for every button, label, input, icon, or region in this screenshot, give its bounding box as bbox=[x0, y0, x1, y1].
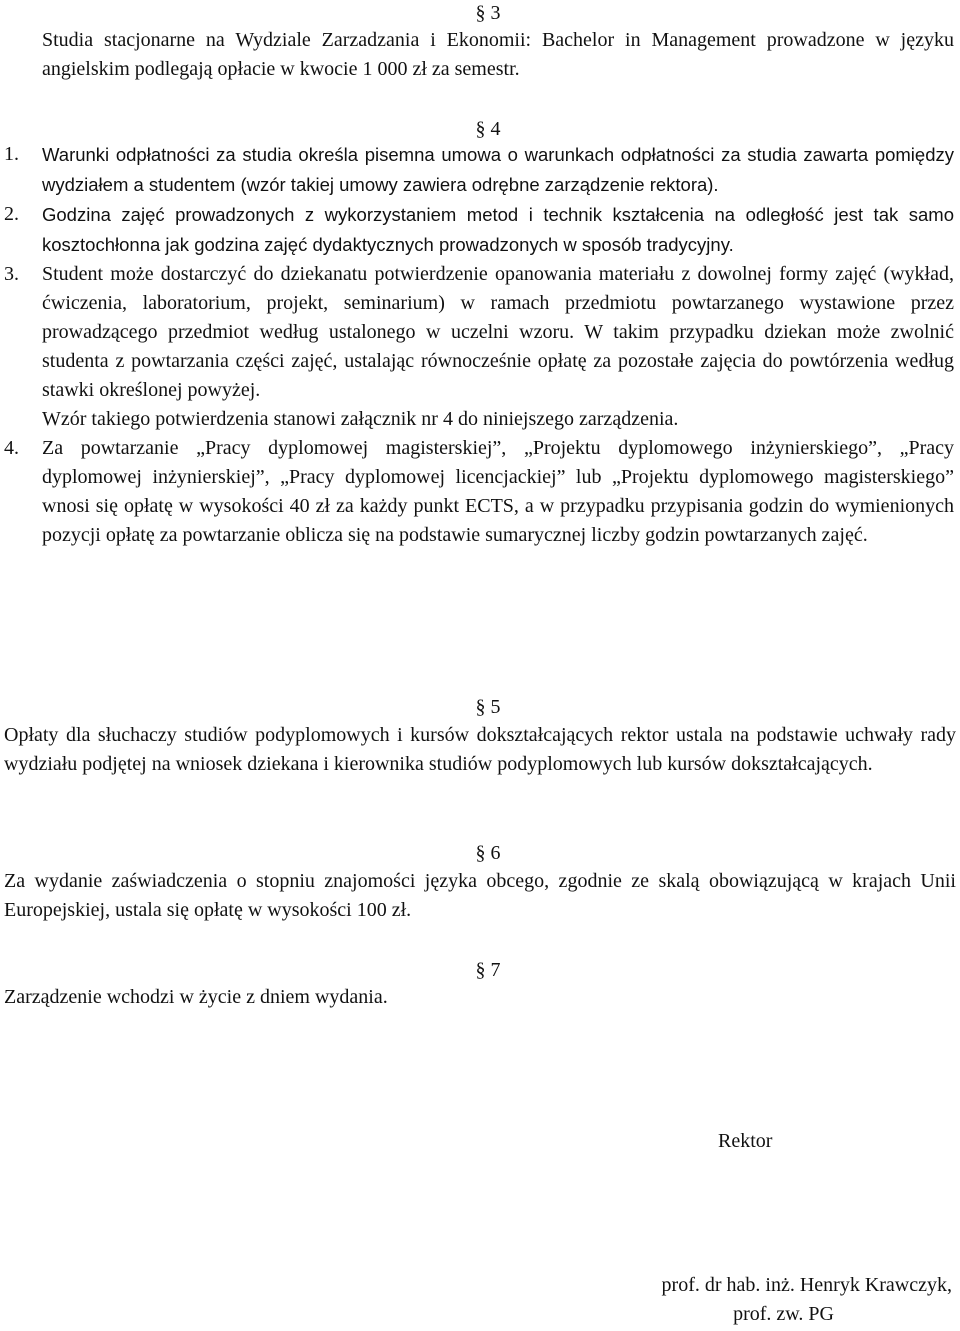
signature-title: prof. zw. PG bbox=[733, 1303, 834, 1325]
section-4-list bbox=[0, 140, 960, 550]
section-5-text: Opłaty dla słuchaczy studiów podyplomowych i kursów dokształcających rektor ustala na podstawie uchwały rady wydziału podjętej na wniosek dziekana i kierownika studiów podyplomowych lub kursów dokształcających. bbox=[4, 724, 956, 775]
item-number: 3. bbox=[4, 263, 19, 285]
section-5-mark: § 5 bbox=[475, 696, 501, 718]
item-number: 4. bbox=[4, 437, 19, 459]
item-text: Student może dostarczyć do dziekanatu potwierdzenie opanowania materiału z dowolnej formy zajęć (wykład, ćwiczenia, laboratorium, projekt, seminarium) w ramach przedmiotu powtarzanego wystawione przez prowadzącego przedmiot według ustalonego w uczelni wzoru. W takim przypadku dziekan może zwolnić studenta z powtarzania części zajęć, ustalając równocześnie opłatę za pozostałe zajęcia do powtórzenia według stawki określonej powyżej. bbox=[42, 263, 954, 401]
section-4-item-3-extra: Wzór takiego potwierdzenia stanowi załącznik nr 4 do niniejszego zarządzenia. bbox=[42, 408, 679, 430]
section-6-text: Za wydanie zaświadczenia o stopniu znajomości języka obcego, zgodnie ze skalą obowiązującą w krajach Unii Europejskiej, ustala się opłatę w wysokości 100 zł. bbox=[4, 870, 956, 921]
section-4-item-1 bbox=[0, 140, 960, 200]
signature-role: Rektor bbox=[718, 1130, 773, 1152]
item-number: 1. bbox=[4, 143, 19, 165]
section-3-mark: § 3 bbox=[475, 2, 501, 24]
section-7-mark: § 7 bbox=[475, 959, 501, 981]
section-4-item-2 bbox=[0, 200, 960, 260]
item-text: Za powtarzanie „Pracy dyplomowej magisterskiej”, „Projektu dyplomowego inżynierskiego”, „Pracy dyplomowej inżynierskiej”, „Pracy dyplomowej licencjackiej” lub „Projektu dyplomowego magisterskiego” wnosi się opłatę w wysokości 40 zł za każdy punkt ECTS, a w przypadku przypisania godzin do wymienionych pozycji opłatę za powtarzanie oblicza się na podstawie sumarycznej liczby godzin powtarzanych zajęć. bbox=[42, 437, 954, 546]
item-text: Warunki odpłatności za studia określa pisemna umowa o warunkach odpłatności za studia zawarta pomiędzy wydziałem a studentem (wzór takiej umowy zawiera odrębne zarządzenie rektora). bbox=[42, 144, 954, 195]
section-3-text: Studia stacjonarne na Wydziale Zarzadzania i Ekonomii: Bachelor in Management prowadzone w języku angielskim podlegają opłacie w kwocie 1 000 zł za semestr. bbox=[42, 29, 954, 80]
section-4-item-3 bbox=[0, 260, 960, 405]
signature-block bbox=[662, 1271, 952, 1329]
item-text: Godzina zajęć prowadzonych z wykorzystaniem metod i technik kształcenia na odległość jest tak samo kosztochłonna jak godzina zajęć dydaktycznych prowadzonych w sposób tradycyjny. bbox=[42, 204, 954, 255]
item-number: 2. bbox=[4, 203, 19, 225]
section-7-text: Zarządzenie wchodzi w życie z dniem wydania. bbox=[4, 986, 388, 1008]
section-6-mark: § 6 bbox=[475, 842, 501, 864]
signature-name: prof. dr hab. inż. Henryk Krawczyk, bbox=[661, 1274, 952, 1296]
section-4-item-4 bbox=[0, 434, 960, 550]
section-4-mark: § 4 bbox=[475, 118, 501, 140]
